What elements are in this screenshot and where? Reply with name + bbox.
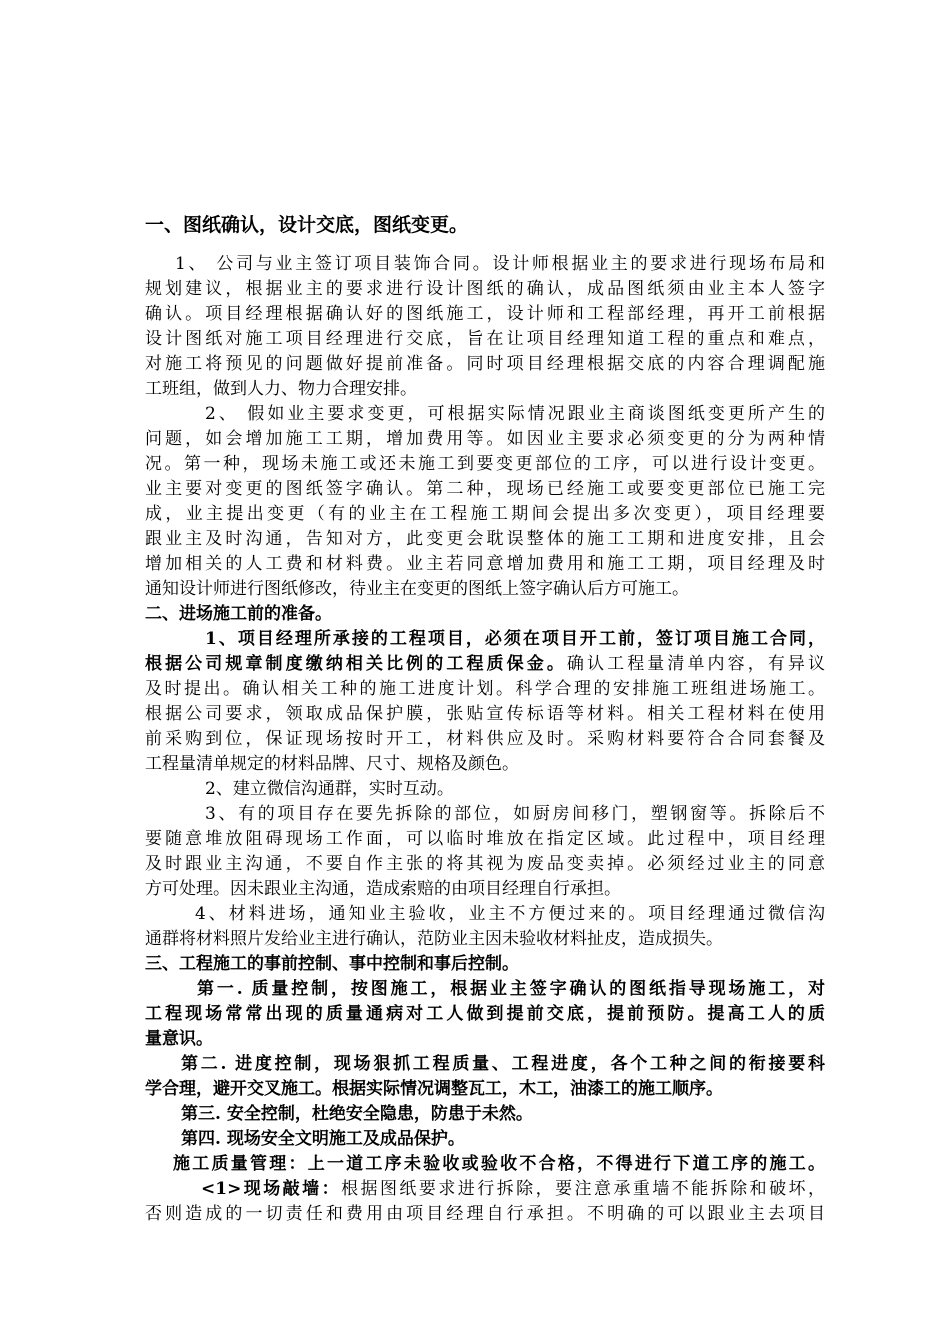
heading-section-1: 一、图纸确认，设计交底，图纸变更。 <box>145 214 469 236</box>
bold-phrase: <1>现场敲墙： <box>201 1179 342 1199</box>
paragraph-line: 2、建立微信沟通群，实时互动。 <box>205 779 454 799</box>
paragraph-line: 跟业主及时沟通，告知对方，此变更会耽误整体的施工工期和进度安排，且会 <box>145 529 825 549</box>
paragraph-line <box>145 652 825 677</box>
paragraph-line: 问题，如会增加施工工期，增加费用等。如因业主要求必须变更的分为两种情 <box>145 429 825 449</box>
paragraph-line: 2、 假如业主要求变更，可根据实际情况跟业主商谈图纸变更所产生的 <box>205 404 825 424</box>
paragraph-line: 及时提出。确认相关工种的施工进度计划。科学合理的安排施工班组进场施工。 <box>145 679 825 699</box>
paragraph-line: 对施工将预见的问题做好提前准备。同时项目经理根据交底的内容合理调配施 <box>145 354 825 374</box>
paragraph-line <box>145 1177 825 1202</box>
paragraph-line: 3、有的项目存在要先拆除的部位，如厨房间移门，塑钢窗等。拆除后不 <box>205 804 825 824</box>
paragraph-line: 4、材料进场，通知业主验收，业主不方便过来的。项目经理通过微信沟 <box>195 904 825 924</box>
paragraph-line: 通群将材料照片发给业主进行确认，范防业主因未验收材料扯皮，造成损失。 <box>145 929 723 949</box>
paragraph-line: 学合理，避开交叉施工。根据实际情况调整瓦工，木工，油漆工的施工顺序。 <box>145 1079 723 1099</box>
paragraph-line: 根据公司要求，领取成品保护膜，张贴宣传标语等材料。相关工程材料在使用 <box>145 704 825 724</box>
paragraph-line: 规划建议，根据业主的要求进行设计图纸的确认，成品图纸须由业主本人签字 <box>145 279 825 299</box>
paragraph-line: 工程现场常常出现的质量通病对工人做到提前交底，提前预防。提高工人的质 <box>145 1004 825 1024</box>
paragraph-line: 方可处理。因未跟业主沟通，造成索赔的由项目经理自行承担。 <box>145 879 621 899</box>
paragraph-line: 设计图纸对施工项目经理进行交底，旨在让项目经理知道工程的重点和难点， <box>145 329 825 349</box>
paragraph-line: 工程量清单规定的材料品牌、尺寸、规格及颜色。 <box>145 754 519 774</box>
heading-section-2: 二、进场施工前的准备。 <box>145 604 332 624</box>
paragraph-line: 第三. 安全控制，杜绝安全隐患，防患于未然。 <box>181 1104 533 1124</box>
heading-section-3: 三、工程施工的事前控制、事中控制和事后控制。 <box>145 954 519 974</box>
text-run: 确认工程量清单内容，有异议 <box>566 654 826 674</box>
paragraph-line: 第一. 质量控制，按图施工，根据业主签字确认的图纸指导现场施工，对 <box>197 979 825 999</box>
paragraph-line: 施工质量管理：上一道工序未验收或验收不合格，不得进行下道工序的施工。 <box>173 1154 825 1174</box>
paragraph-line: 量意识。 <box>145 1029 213 1049</box>
paragraph-line: 业主要对变更的图纸签字确认。第二种，现场已经施工或要变更部位已施工完 <box>145 479 825 499</box>
paragraph-line: 1、项目经理所承接的工程项目，必须在项目开工前，签订项目施工合同， <box>205 629 825 649</box>
paragraph-line: 1、 公司与业主签订项目装饰合同。设计师根据业主的要求进行现场布局和 <box>175 254 825 274</box>
text-run: 根据图纸要求进行拆除，要注意承重墙不能拆除和破坏， <box>341 1179 825 1199</box>
paragraph-line: 成，业主提出变更（有的业主在工程施工期间会提出多次变更），项目经理要 <box>145 504 825 524</box>
paragraph-line: 及时跟业主沟通，不要自作主张的将其视为废品变卖掉。必须经过业主的同意 <box>145 854 825 874</box>
paragraph-line: 通知设计师进行图纸修改，待业主在变更的图纸上签字确认后方可施工。 <box>145 579 689 599</box>
paragraph-line: 否则造成的一切责任和费用由项目经理自行承担。不明确的可以跟业主去项目 <box>145 1204 825 1224</box>
paragraph-line: 况。第一种，现场未施工或还未施工到要变更部位的工序，可以进行设计变更。 <box>145 454 825 474</box>
paragraph-line: 确认。项目经理根据确认好的图纸施工，设计师和工程部经理，再开工前根据 <box>145 304 825 324</box>
paragraph-line: 要随意堆放阻碍现场工作面，可以临时堆放在指定区域。此过程中，项目经理 <box>145 829 825 849</box>
paragraph-line: 工班组，做到人力、物力合理安排。 <box>145 379 417 399</box>
paragraph-line: 第四. 现场安全文明施工及成品保护。 <box>181 1129 465 1149</box>
bold-phrase: 根据公司规章制度缴纳相关比例的工程质保金。 <box>145 654 567 674</box>
paragraph-line: 增加相关的人工费和材料费。业主若同意增加费用和施工工期，项目经理及时 <box>145 554 825 574</box>
paragraph-line: 第二. 进度控制，现场狠抓工程质量、工程进度，各个工种之间的衔接要科 <box>181 1054 825 1074</box>
paragraph-line: 前采购到位，保证现场按时开工，材料供应及时。采购材料要符合合同套餐及 <box>145 729 825 749</box>
